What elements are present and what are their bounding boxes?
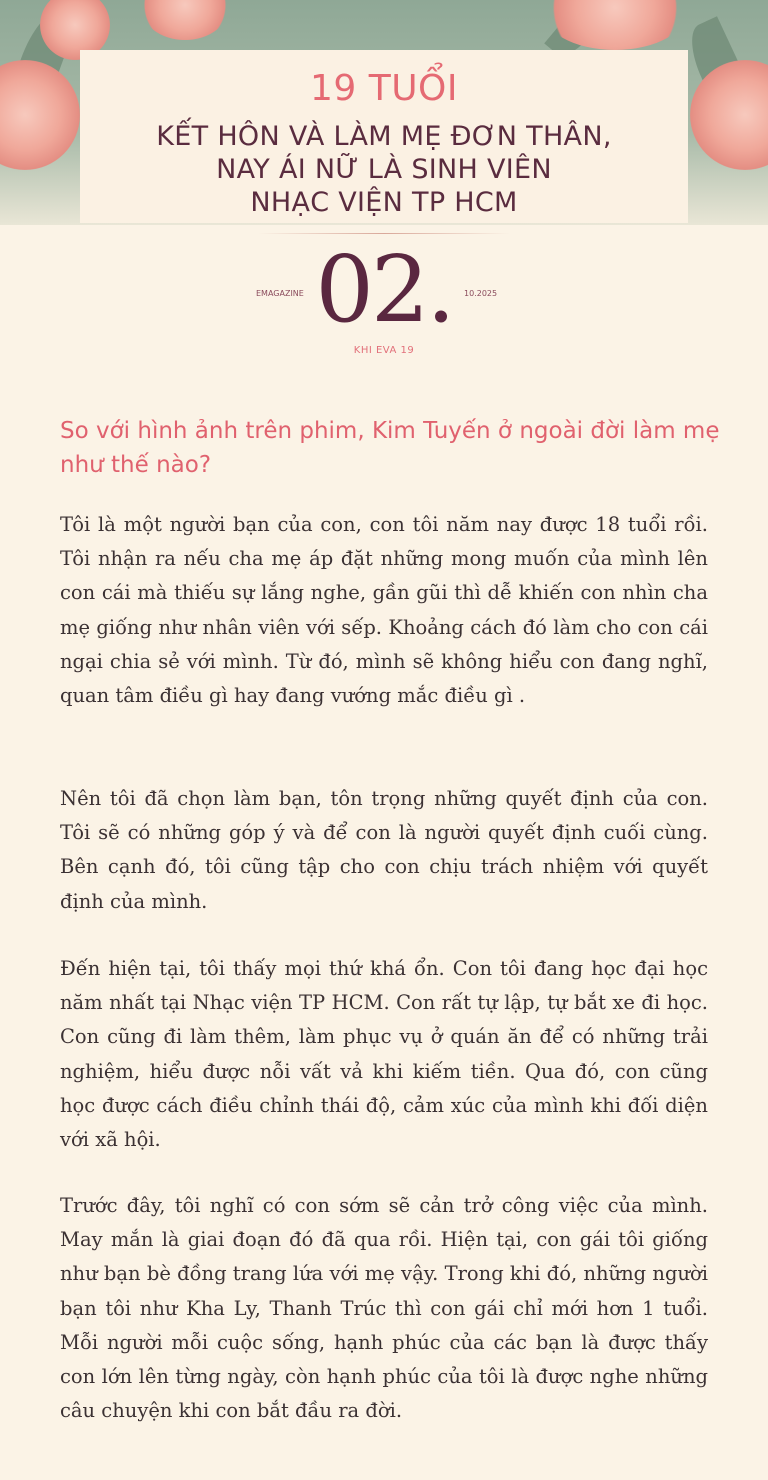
body-paragraph: Đến hiện tại, tôi thấy mọi thứ khá ổn. Con tôi đang học đại học năm nhất tại Nhạc viện TP HCM. Con rất tự lập, tự bắt xe đi học. Con cũng đi làm thêm, làm phục vụ ở quán ăn để có những trải nghiệm, hiểu được nỗi vất vả khi kiếm tiền. Qua đó, con cũng học được cách điều chỉnh thái độ, cảm xúc của mình khi đối diện với xã hội. — [60, 957, 708, 1152]
issue-number: 02. — [315, 236, 453, 343]
headline-age: 19 TUỔI — [309, 68, 459, 109]
body-paragraph: Trước đây, tôi nghĩ có con sớm sẽ cản trở công việc của mình. May mắn là giai đoạn đó đã qua rồi. Hiện tại, con gái tôi giống như bạn bè đồng trang lứa với mẹ vậy. Trong khi đó, những người bạn tôi như Kha Ly, Thanh Trúc thì con gái chỉ mới hơn 1 tuổi. Mỗi người mỗi cuộc sống, hạnh phúc của các bạn là được thấy con lớn lên từng ngày, còn hạnh phúc của tôi là được nghe những câu chuyện khi con bắt đầu ra đời. — [60, 1194, 708, 1423]
title-card — [80, 50, 688, 223]
headline-line: NAY ÁI NỮ LÀ SINH VIÊN — [216, 154, 552, 185]
carnation-flower — [0, 60, 80, 170]
series-label: KHI EVA 19 — [353, 345, 415, 356]
body-paragraph: Tôi là một người bạn của con, con tôi năm nay được 18 tuổi rồi. Tôi nhận ra nếu cha mẹ áp đặt những mong muốn của mình lên con cái mà thiếu sự lắng nghe, gần gũi thì dễ khiến con nhìn cha mẹ giống như nhân viên với sếp. Khoảng cách đó làm cho con cái ngại chia sẻ với mình. Từ đó, mình sẽ không hiểu con đang nghĩ, quan tâm điều gì hay đang vướng mắc điều gì . — [60, 513, 708, 708]
headline-line: KẾT HÔN VÀ LÀM MẸ ĐƠN THÂN, — [156, 121, 612, 152]
issue-date: 10.2025 — [464, 289, 498, 298]
headline — [80, 120, 688, 219]
body-paragraph: Nên tôi đã chọn làm bạn, tôn trọng những quyết định của con. Tôi sẽ có những góp ý và để con là người quyết định cuối cùng. Bên cạnh đó, tôi cũng tập cho con chịu trách nhiệm với quyết định của mình. — [60, 787, 708, 913]
interview-question: So với hình ảnh trên phim, Kim Tuyến ở ngoài đời làm mẹ như thế nào? — [60, 418, 720, 478]
emagazine-label: EMAGAZINE — [256, 289, 304, 298]
headline-line: NHẠC VIỆN TP HCM — [250, 187, 518, 218]
carnation-flower — [140, 0, 230, 40]
divider — [258, 233, 510, 234]
